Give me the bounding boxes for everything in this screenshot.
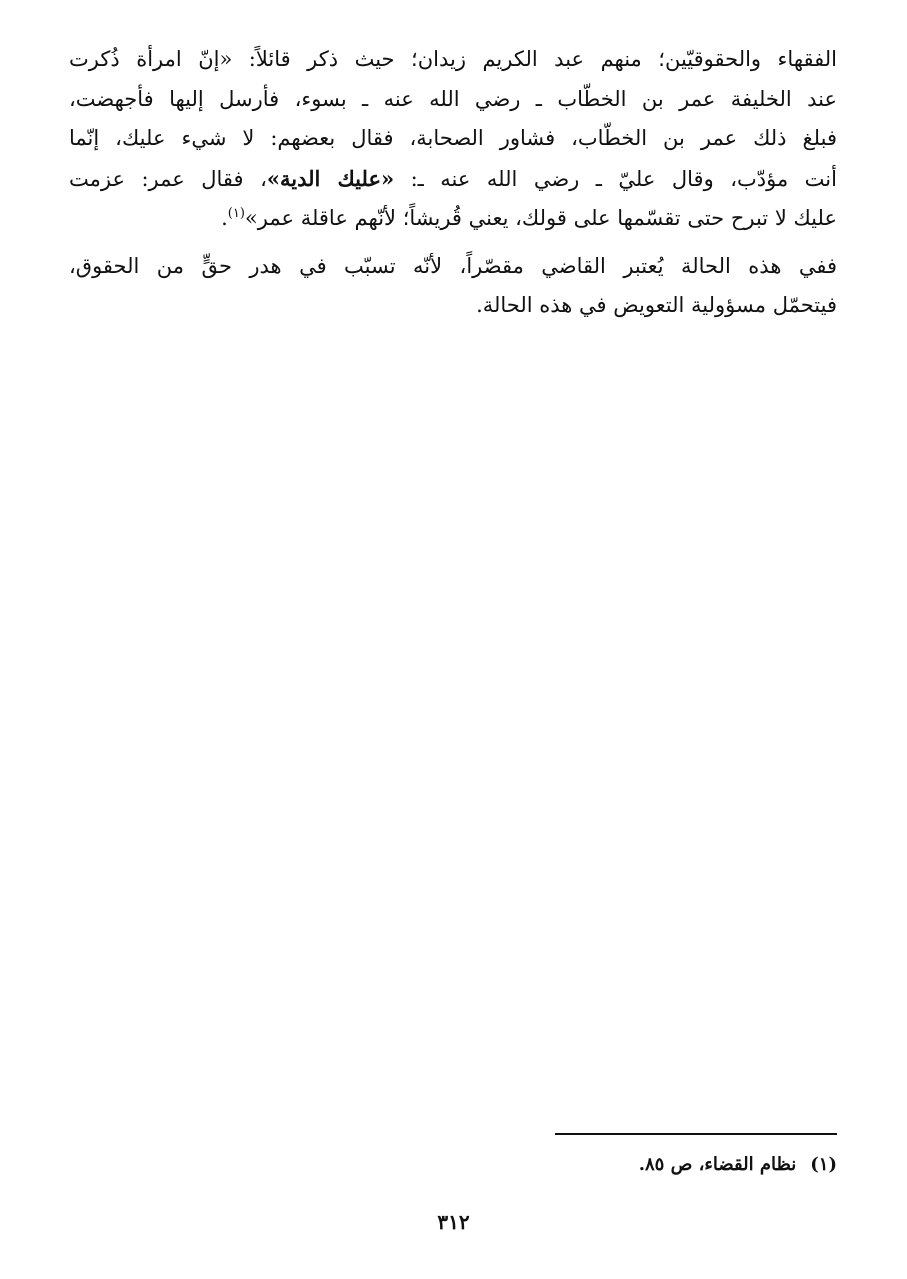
text-line: فبلغ ذلك عمر بن الخطّاب، فشاور الصحابة، فقال بعضهم: لا شيء عليك، إنّما [69,126,837,150]
text-line [69,199,837,239]
text-line: فيتحمّل مسؤولية التعويض في هذه الحالة. [476,293,837,317]
footnote-number: (١) [810,1154,837,1175]
text-line: ففي هذه الحالة يُعتبر القاضي مقصّراً، لأنّه تسبّب في هدر حقٍّ من الحقوق، [69,253,837,278]
paragraph-1 [69,40,837,239]
text-segment: . [221,206,228,230]
main-text [69,40,837,326]
footnote-text: نظام القضاء، ص ٨٥. [638,1154,797,1175]
text-line: عند الخليفة عمر بن الخطّاب ـ رضي الله عنه ـ بسوء، فأرسل إليها فأجهضت، [69,86,837,111]
paragraph-2 [69,247,837,326]
page-number: ٣١٢ [437,1210,470,1234]
text-segment: عليك لا تبرح حتى تقسّمها على قولك، يعني قُريشاً؛ لأنّهم عاقلة عمر» [244,206,837,230]
footnote-divider [555,1133,837,1135]
text-segment: أنت مؤدّب، وقال عليّ ـ رضي الله عنه ـ: [394,166,837,191]
text-line: الفقهاء والحقوقيّين؛ منهم عبد الكريم زيدان؛ حيث ذكر قائلاً: «إنّ امرأة ذُكرت [69,47,837,71]
quoted-ruling: «عليك الدية» [266,165,395,191]
footnote-reference[interactable]: (١) [227,206,245,221]
text-segment: ، فقال عمر: عزمت [69,166,267,191]
footnote [337,1150,837,1180]
text-line [69,159,837,200]
